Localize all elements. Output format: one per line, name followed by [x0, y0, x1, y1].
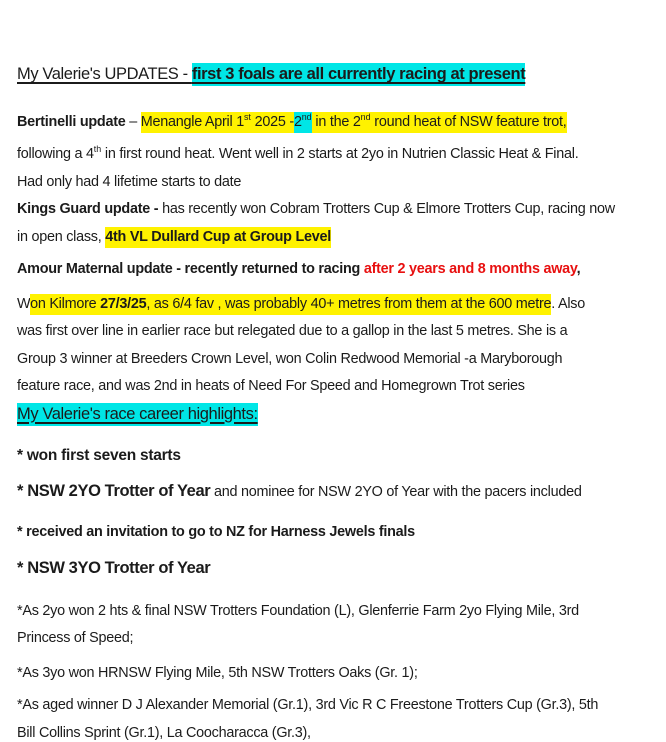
text-run — [312, 112, 567, 133]
text-run: *As 2yo won 2 hts & final NSW Trotters Foundation (L), Glenferrie Farm 2yo Flying Mile, 3rd — [17, 602, 579, 619]
text-line — [17, 196, 652, 224]
text-run: Group 3 winner at Breeders Crown Level, won Colin Redwood Memorial -a Maryborough — [17, 350, 563, 367]
text-run: has recently won Cobram Trotters Cup & Elmore Trotters Cup, racing now — [162, 201, 615, 218]
record-as-aged — [17, 692, 652, 742]
text-line — [17, 136, 652, 168]
text-run: in open class, — [17, 228, 106, 245]
text-run: and nominee for NSW 2YO of Year with the pacers included — [210, 483, 582, 500]
text-run — [30, 294, 551, 315]
doc-title — [17, 63, 652, 85]
text-run: – — [125, 113, 141, 130]
text-run: following a 4 — [17, 146, 94, 163]
text-run: *As aged winner D J Alexander Memorial (Gr.1), 3rd Vic R C Freestone Trotters Cup (Gr.3), 5th — [17, 697, 599, 714]
text-run: My Valerie's UPDATES - — [17, 65, 192, 83]
text-run: 2025 - — [250, 113, 294, 130]
text-run: Kings Guard update - — [17, 201, 163, 218]
text-run: st — [243, 112, 251, 122]
highlight-3yo-trotter-of-year — [17, 556, 652, 580]
highlight-nz-invitation — [17, 521, 652, 543]
bertinelli-update — [17, 104, 652, 196]
text-run: 4th VL Dullard Cup at Group Level — [105, 227, 331, 248]
text-run: My Valerie's race career highlights: — [17, 403, 258, 426]
text-line — [17, 625, 652, 653]
text-run: , as 6/4 fav , was probably 40+ metres from them at the 600 metre — [146, 295, 552, 312]
text-line — [17, 373, 652, 401]
text-run: 2 — [293, 113, 302, 130]
text-line — [17, 521, 652, 543]
kings-guard-update — [17, 196, 652, 251]
amour-maternal-update — [17, 256, 652, 284]
text-line — [17, 444, 652, 468]
text-line — [17, 169, 652, 197]
text-line — [17, 660, 652, 688]
text-run: * won first seven starts — [17, 446, 181, 464]
text-line — [17, 291, 652, 319]
text-run: on Kilmore — [30, 295, 101, 312]
text-run: nd — [360, 112, 371, 122]
text-run — [294, 112, 312, 133]
text-line — [17, 256, 652, 284]
text-run: *As 3yo won HRNSW Flying Mile, 5th NSW Trotters Oaks (Gr. 1); — [17, 664, 418, 681]
text-run: 27/3/25 — [100, 295, 147, 312]
text-run: after 2 years and 8 months away — [363, 261, 577, 278]
text-run: round heat of NSW feature trot, — [370, 113, 567, 130]
text-run: Bertinelli update — [17, 113, 126, 130]
text-run: W — [17, 295, 31, 312]
text-run: * received an invitation to go to NZ for Harness Jewels finals — [17, 523, 415, 540]
text-line — [17, 346, 652, 374]
text-run: was first over line in earlier race but relegated due to a gallop in the last 5 metres. She is a — [17, 323, 568, 340]
record-as-3yo — [17, 660, 652, 688]
text-line — [17, 224, 652, 252]
highlight-2yo-trotter-of-year — [17, 479, 652, 504]
text-run: , — [576, 261, 581, 278]
kilmore-race-report — [17, 291, 652, 401]
highlight-first-seven-starts — [17, 444, 652, 468]
text-run: nd — [301, 112, 312, 122]
document-body — [17, 63, 652, 742]
text-line — [17, 104, 652, 136]
text-line — [17, 403, 652, 425]
text-line — [17, 556, 652, 580]
text-run: * NSW 3YO Trotter of Year — [17, 558, 211, 577]
text-run: * NSW 2YO Trotter of Year — [17, 481, 211, 500]
text-run: Had only had 4 lifetime starts to date — [17, 173, 242, 190]
text-line — [17, 479, 652, 504]
text-run: . Also — [551, 295, 585, 312]
text-line — [17, 318, 652, 346]
text-run — [141, 112, 294, 133]
text-run: Bill Collins Sprint (Gr.1), La Coocharacca (Gr.3), — [17, 724, 311, 741]
text-run: th — [93, 144, 102, 155]
career-highlights-heading — [17, 403, 652, 425]
text-run: first 3 foals are all currently racing at present — [192, 63, 525, 86]
text-line — [17, 598, 652, 626]
text-run: Princess of Speed; — [17, 630, 134, 647]
text-run: in first round heat. Went well in 2 starts at 2yo in Nutrien Classic Heat & Final. — [101, 146, 579, 163]
record-as-2yo — [17, 598, 652, 653]
text-run: Amour Maternal update - recently returned to racing — [17, 261, 364, 278]
text-line — [17, 720, 652, 742]
text-line — [17, 63, 652, 85]
text-run: Menangle April 1 — [140, 113, 244, 130]
text-run: in the 2 — [311, 113, 361, 130]
text-line — [17, 692, 652, 720]
text-run: feature race, and was 2nd in heats of Need For Speed and Homegrown Trot series — [17, 378, 525, 395]
